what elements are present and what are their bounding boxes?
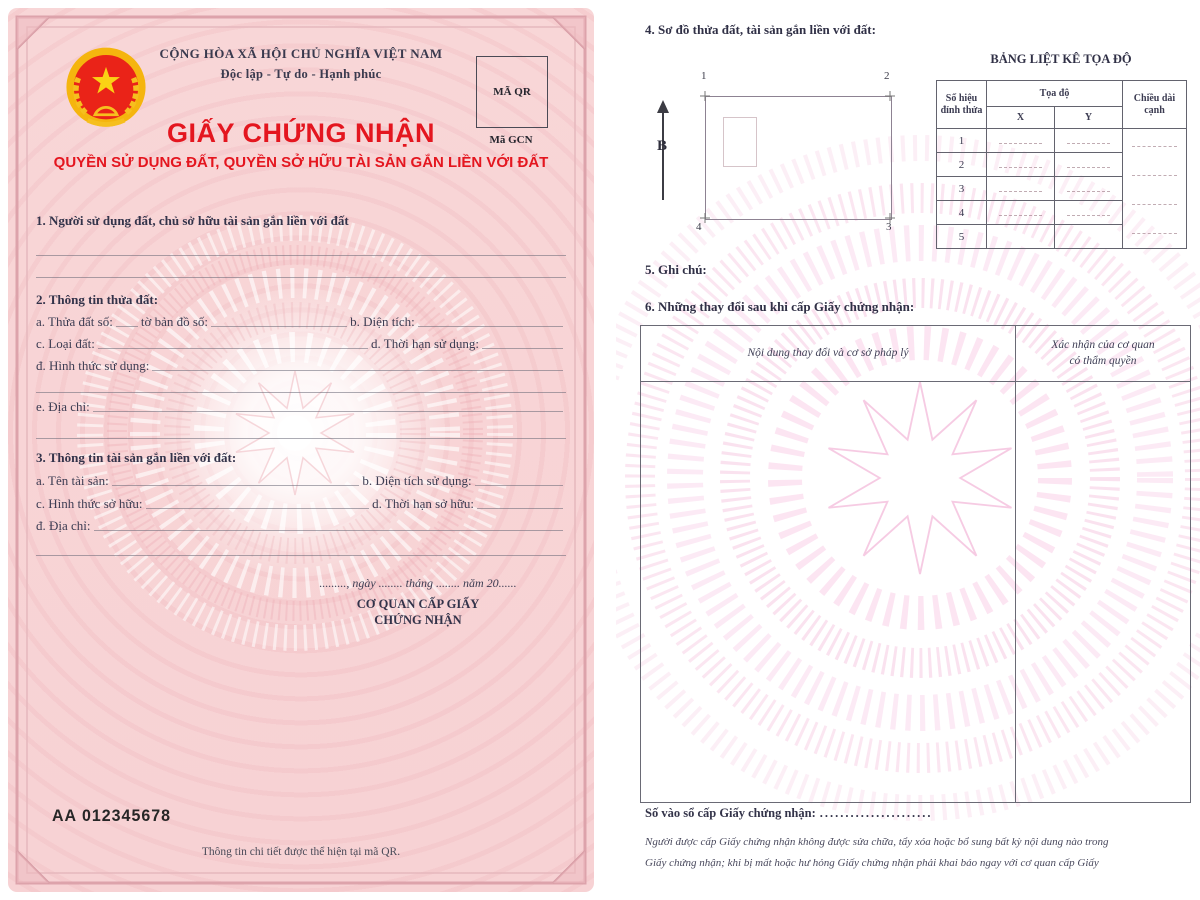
changes-content-header: Nội dung thay đổi và cơ sở pháp lý [641,326,1016,382]
x-value-cell [987,129,1055,153]
asset-address-label: đ. Địa chỉ: [36,518,91,533]
section6-heading: 6. Những thay đổi sau khi cấp Giấy chứng nhận: [645,299,915,314]
placeholder-dash [1067,165,1110,168]
changes-content-body [641,382,1016,802]
field-line [36,541,566,556]
vertex-number: 5 [937,225,987,249]
field-line [94,530,563,531]
corner-label-3: 3 [886,221,892,233]
parcel-number-label: a. Thửa đất số: [36,314,113,329]
survey-corner-ticks [696,86,901,228]
placeholder-dash [999,141,1042,144]
qr-box-label: MÃ QR [493,86,531,98]
country-name: CỘNG HÒA XÃ HỘI CHỦ NGHĨA VIỆT NAM [159,46,443,61]
vertex-header-line1: Số hiệu [945,92,978,104]
field-line [418,326,563,327]
registry-dotted-line: ...................... [819,806,933,820]
placeholder-dash [1067,189,1110,192]
coordinate-table-title: BẢNG LIỆT KÊ TỌA ĐỘ [990,52,1132,66]
section3-heading: 3. Thông tin tài sản gắn liền với đất: [36,450,237,465]
field-line [93,411,563,412]
edge-column-header [1123,81,1187,129]
confirm-header-line1: Xác nhận của cơ quan [1051,338,1155,351]
asset-name-label: a. Tên tài sản: [36,473,109,488]
issuing-authority-block [263,596,573,629]
corner-label-4: 4 [696,221,702,233]
national-header [148,46,454,82]
ownership-form-label: c. Hình thức sở hữu: [36,496,143,511]
y-column-header: Y [1055,107,1123,129]
certificate-title: GIẤY CHỨNG NHẬN [167,118,435,148]
serial-number: AA 012345678 [52,807,172,826]
placeholder-dash [1132,144,1176,147]
y-value-cell [1055,225,1123,249]
confirm-header-line2: có thẩm quyền [1069,354,1137,367]
coordinate-table [936,80,1187,249]
legal-warning-line2: Giấy chứng nhận; khi bị mất hoặc hư hỏng Giấy chứng nhận phải khai báo ngay với cơ quan cấp Giấy [645,857,1099,869]
qr-footnote: Thông tin chi tiết được thể hiện tại mã QR. [201,846,401,858]
x-value-cell [987,201,1055,225]
placeholder-dash [1132,173,1176,176]
section5-heading: 5. Ghi chú: [645,262,707,277]
corner-label-2: 2 [884,70,890,82]
placeholder-dash [999,213,1042,216]
use-form-label: đ. Hình thức sử dụng: [36,358,150,373]
field-line [152,370,563,371]
field-line [36,378,566,393]
field-line [146,508,370,509]
changes-confirm-body [1016,382,1190,802]
land-type-label: c. Loại đất: [36,336,95,351]
table-row [937,129,1187,153]
area-label: b. Diện tích: [350,314,415,329]
edge-header-line1: Chiều dài [1133,92,1176,104]
field-line [36,424,566,439]
confirm-header-text [1051,338,1154,369]
land-address-row [36,396,566,416]
changes-table [640,325,1191,803]
coords-column-header: Tọa độ [987,81,1123,107]
asset-area-label: b. Diện tích sử dụng: [362,473,472,488]
legal-warning-line1: Người được cấp Giấy chứng nhận không được sửa chữa, tẩy xóa hoặc bổ sung bất kỳ nội dung nào trong [645,836,1109,848]
issuing-authority-line1: CƠ QUAN CẤP GIẤY [356,597,480,611]
vertex-number: 3 [937,177,987,201]
certificate-subtitle: QUYỀN SỬ DỤNG ĐẤT, QUYỀN SỞ HỮU TÀI SẢN GẮN LIỀN VỚI ĐẤT [53,154,549,171]
placeholder-dash [1067,141,1110,144]
issue-date-line: ........., ngày ........ tháng ........ năm 20...... [319,576,517,590]
national-motto: Độc lập - Tự do - Hạnh phúc [220,67,382,81]
field-line [482,348,563,349]
gcn-code-label: Mã GCN [489,134,533,146]
asset-address-row [36,515,566,535]
placeholder-dash [1067,213,1110,216]
field-line [98,348,368,349]
field-line [112,485,360,486]
section1-heading: 1. Người sử dụng đất, chủ sở hữu tài sản gắn liền với đất [36,213,349,228]
placeholder-dash [999,165,1042,168]
land-type-row [36,333,566,353]
field-line [36,263,566,278]
field-line [475,485,563,486]
registry-number-line [645,806,932,821]
field-line [36,241,566,256]
vertex-number: 1 [937,129,987,153]
vertex-number: 2 [937,153,987,177]
land-address-label: e. Địa chỉ: [36,399,90,414]
section2-heading: 2. Thông tin thửa đất: [36,292,159,307]
edge-dash-group [1123,131,1186,247]
y-value-cell [1055,201,1123,225]
placeholder-dash [999,189,1042,192]
use-form-row [36,355,566,375]
inner-page [616,0,1200,900]
use-term-label: d. Thời hạn sử dụng: [371,336,479,351]
parcel-number-row [36,311,566,331]
north-label: B [656,138,668,154]
legal-warning [645,832,1190,874]
x-value-cell [987,177,1055,201]
edge-length-cell [1123,129,1187,249]
vertex-header-line2: đỉnh thửa [940,104,983,116]
x-value-cell [987,225,1055,249]
changes-confirm-header [1016,326,1190,382]
map-sheet-label: tờ bản đồ số: [140,314,209,329]
field-line [477,508,563,509]
placeholder-dash [1132,231,1176,234]
field-line [211,326,347,327]
y-value-cell [1055,153,1123,177]
ownership-form-row [36,493,566,513]
y-value-cell [1055,129,1123,153]
vertex-column-header [937,81,987,129]
y-value-cell [1055,177,1123,201]
edge-header-line2: cạnh [1144,104,1165,116]
x-value-cell [987,153,1055,177]
ownership-term-label: d. Thời hạn sở hữu: [372,496,474,511]
asset-name-row [36,470,566,490]
front-page [8,8,594,892]
field-line [116,326,138,327]
registry-label: Số vào sổ cấp Giấy chứng nhận: [645,806,816,820]
corner-label-1: 1 [701,70,707,82]
issuing-authority-line2: CHỨNG NHẬN [374,613,462,628]
placeholder-dash [1132,202,1176,205]
vertex-number: 4 [937,201,987,225]
section4-heading: 4. Sơ đồ thửa đất, tài sản gắn liền với đất: [645,22,876,37]
x-column-header: X [987,107,1055,129]
